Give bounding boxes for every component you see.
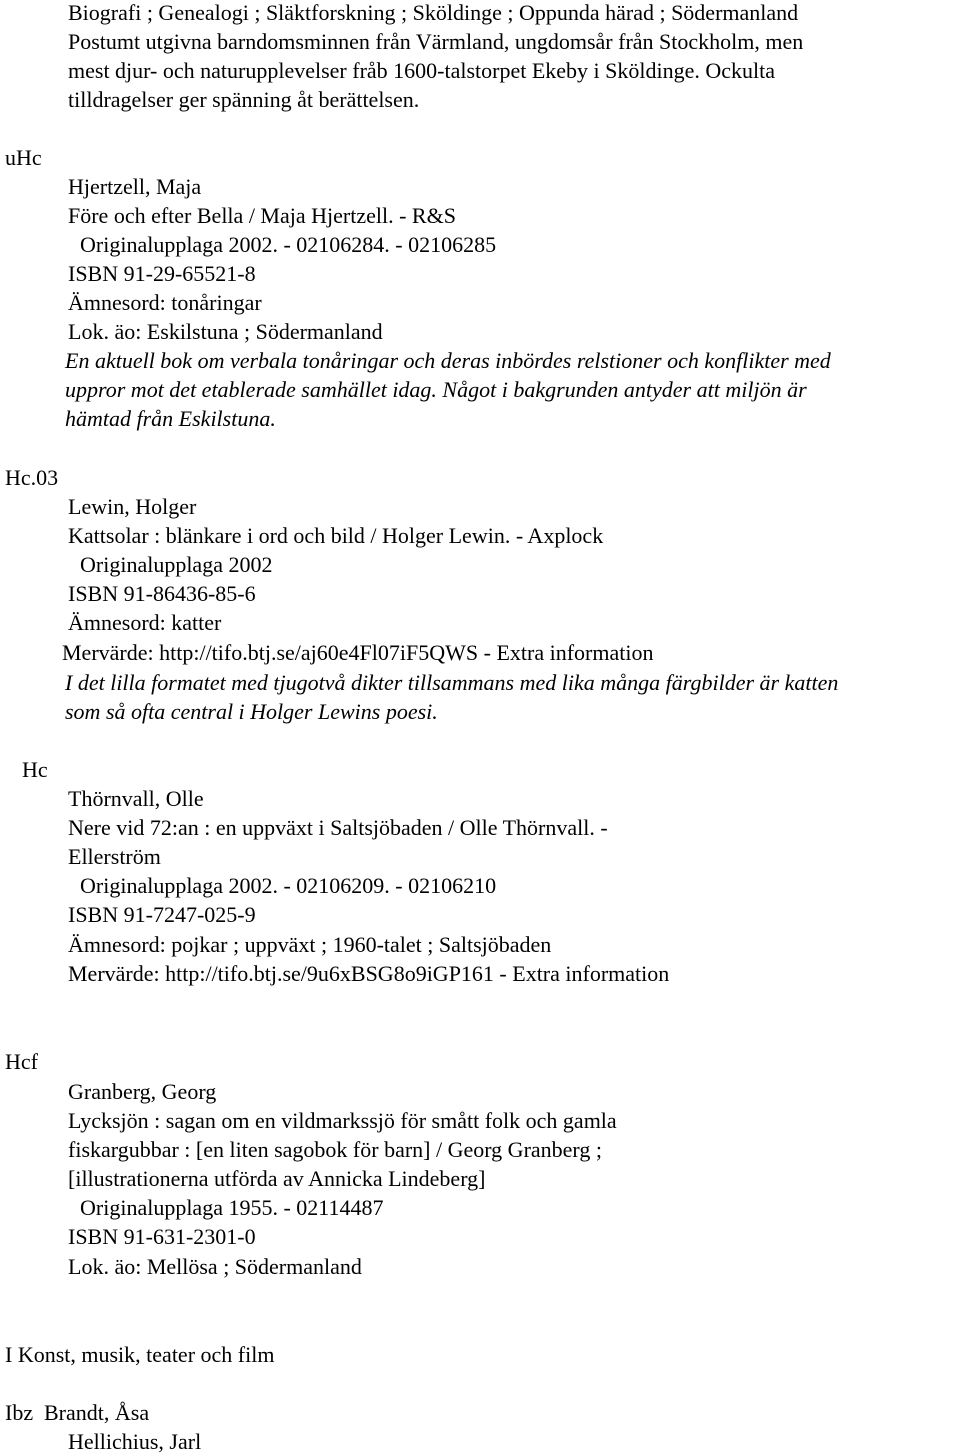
section-heading: I Konst, musik, teater och film: [5, 1342, 275, 1367]
description-line: En aktuell bok om verbala tonåringar och deras inbördes relstioner och konflikter med: [65, 348, 831, 373]
author: Granberg, Georg: [68, 1079, 217, 1104]
subject: Ämnesord: tonåringar: [68, 290, 262, 315]
classification-code: Hcf: [5, 1049, 38, 1074]
isbn: ISBN 91-7247-025-9: [68, 902, 256, 927]
classification-code: uHc: [5, 145, 42, 170]
location: Lok. äo: Eskilstuna ; Södermanland: [68, 319, 383, 344]
edition: Originalupplaga 1955. - 02114487: [80, 1195, 384, 1220]
title: Kattsolar : blänkare i ord och bild / Holger Lewin. - Axplock: [68, 523, 604, 548]
intro-line: mest djur- och naturupplevelser fråb 1600-talstorpet Ekeby i Sköldinge. Ockulta: [68, 58, 776, 83]
isbn: ISBN 91-86436-85-6: [68, 581, 256, 606]
subject: Ämnesord: katter: [68, 610, 222, 635]
edition: Originalupplaga 2002. - 02106284. - 02106285: [80, 232, 497, 257]
title-line: Nere vid 72:an : en uppväxt i Saltsjöbaden / Olle Thörnvall. -: [68, 815, 608, 840]
author: Lewin, Holger: [68, 494, 197, 519]
isbn: ISBN 91-29-65521-8: [68, 261, 256, 286]
edition: Originalupplaga 2002: [80, 552, 273, 577]
author: Hjertzell, Maja: [68, 174, 202, 199]
description-line: hämtad från Eskilstuna.: [65, 406, 276, 431]
classification-code: Hc.03: [5, 465, 59, 490]
classification-code: Hc: [22, 757, 48, 782]
intro-line: Postumt utgivna barndomsminnen från Värmland, ungdomsår från Stockholm, men: [68, 29, 804, 54]
author: Thörnvall, Olle: [68, 786, 204, 811]
author: Brandt, Åsa: [44, 1400, 150, 1425]
extra-info: Mervärde: http://tifo.btj.se/9u6xBSG8o9iGP161 - Extra information: [68, 961, 670, 986]
description-line: uppror mot det etablerade samhället idag. Något i bakgrunden antyder att miljön är: [65, 377, 807, 402]
title-line: [illustrationerna utförda av Annicka Lindeberg]: [68, 1166, 486, 1191]
title-line: fiskargubbar : [en liten sagobok för barn] / Georg Granberg ;: [68, 1137, 602, 1162]
intro-line: tilldragelser ger spänning åt berättelsen.: [68, 87, 420, 112]
edition: Originalupplaga 2002. - 02106209. - 02106210: [80, 873, 497, 898]
description-line: I det lilla formatet med tjugotvå dikter tillsammans med lika många färgbilder är katten: [65, 670, 839, 695]
description-line: som så ofta central i Holger Lewins poesi.: [65, 699, 438, 724]
title-line: Lycksjön : sagan om en vildmarkssjö för smått folk och gamla: [68, 1108, 617, 1133]
intro-line: Biografi ; Genealogi ; Släktforskning ; Sköldinge ; Oppunda härad ; Södermanland: [68, 0, 799, 25]
isbn: ISBN 91-631-2301-0: [68, 1224, 256, 1249]
subject: Ämnesord: pojkar ; uppväxt ; 1960-talet ; Saltsjöbaden: [68, 932, 552, 957]
coauthor: Hellichius, Jarl: [68, 1429, 202, 1454]
location: Lok. äo: Mellösa ; Södermanland: [68, 1254, 362, 1279]
title: Före och efter Bella / Maja Hjertzell. - R&S: [68, 203, 456, 228]
title-line: Ellerström: [68, 844, 161, 869]
extra-info: Mervärde: http://tifo.btj.se/aj60e4Fl07iF5QWS - Extra information: [62, 640, 654, 665]
classification-code: Ibz: [5, 1400, 34, 1425]
